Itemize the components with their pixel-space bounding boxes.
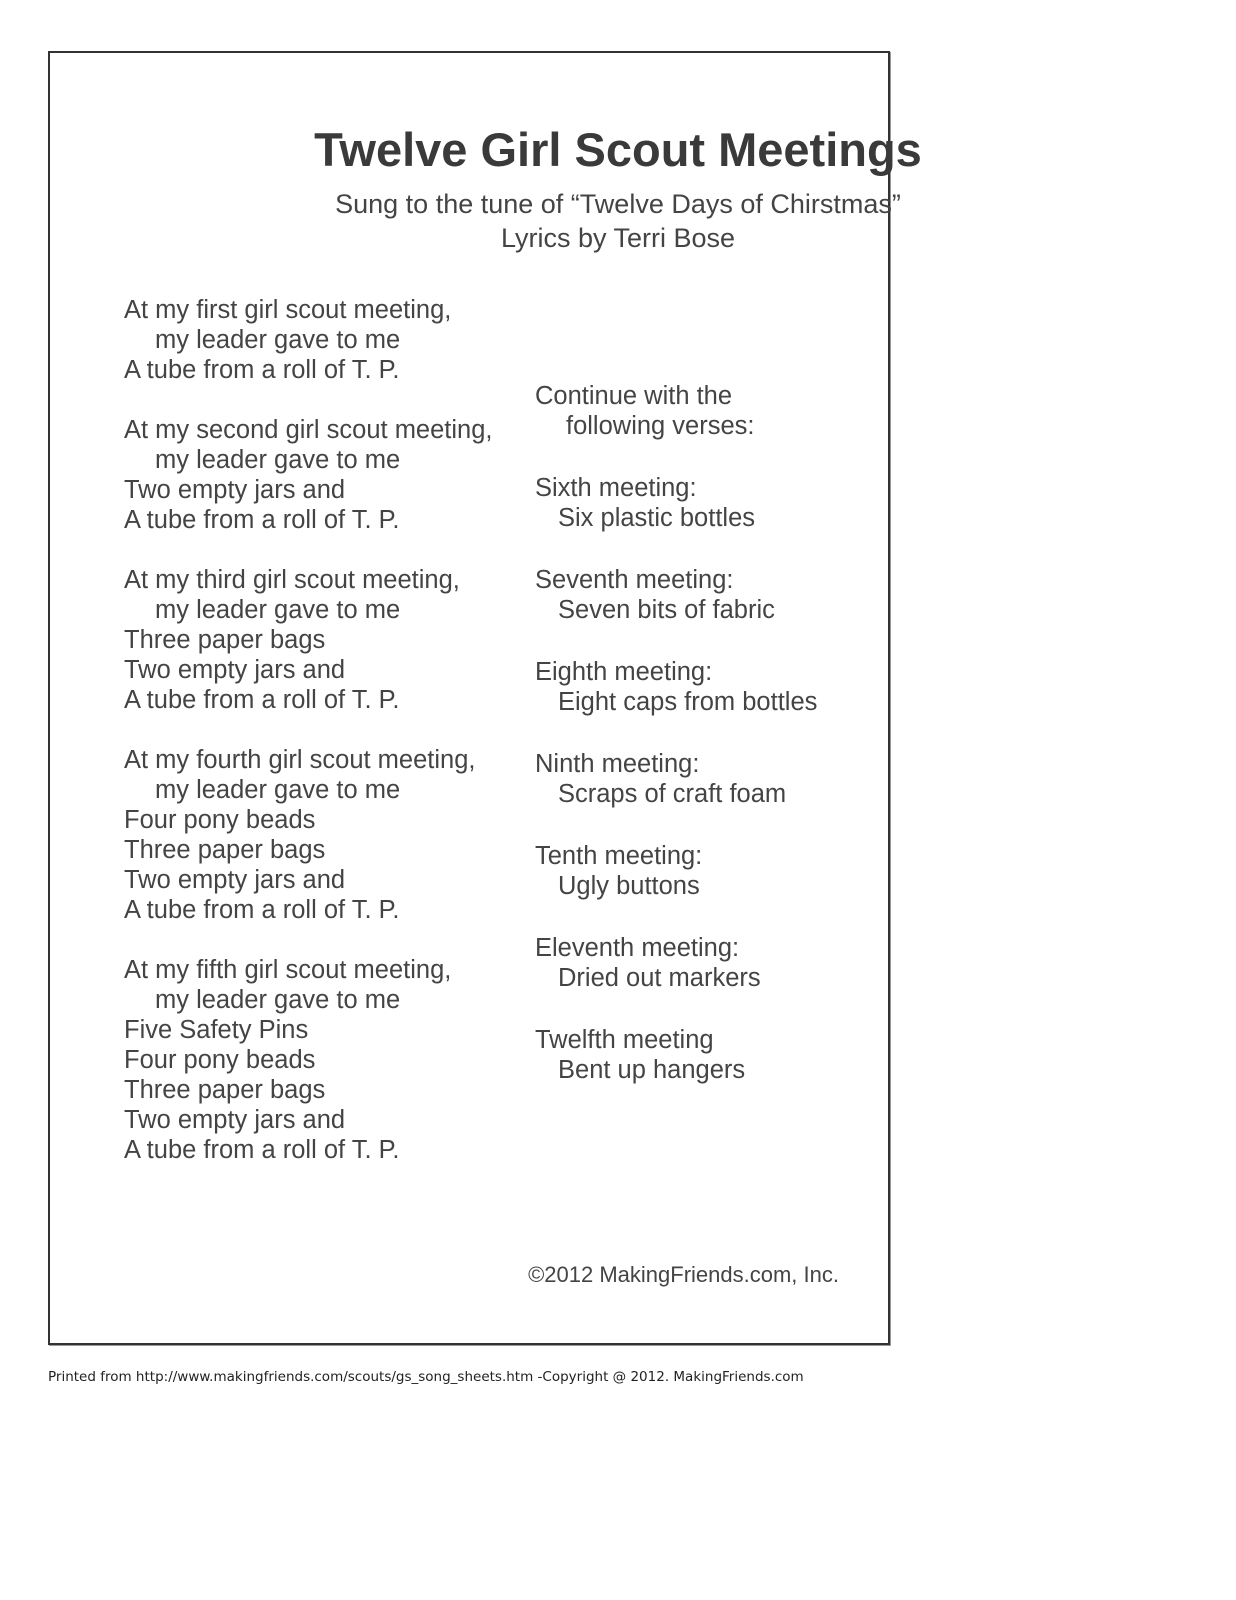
meeting-label: Twelfth meeting (535, 1026, 714, 1054)
later-verse (535, 933, 817, 993)
continue-line: Continue with the (535, 382, 733, 410)
meeting-label: Eleventh meeting: (535, 934, 740, 962)
verse-line: A tube from a roll of T. P. (124, 686, 400, 714)
verse-line: At my first girl scout meeting, (124, 296, 452, 324)
meeting-label: Eighth meeting: (535, 658, 713, 686)
verse-line: A tube from a roll of T. P. (124, 356, 400, 384)
meeting-gift: Eight caps from bottles (558, 688, 818, 716)
verse-line: A tube from a roll of T. P. (124, 506, 400, 534)
meeting-label: Seventh meeting: (535, 566, 734, 594)
meeting-label: Tenth meeting: (535, 842, 703, 870)
later-verse (535, 473, 817, 533)
verse-line: Two empty jars and (124, 1106, 346, 1134)
verse-line: Three paper bags (124, 1076, 326, 1104)
later-verse (535, 1025, 817, 1085)
verse (124, 415, 493, 535)
verse (124, 745, 493, 925)
continue-line: following verses: (566, 412, 755, 440)
verses-column (124, 295, 493, 1195)
verse-line: Five Safety Pins (124, 1016, 309, 1044)
verse (124, 295, 493, 385)
verse-line: At my second girl scout meeting, (124, 416, 493, 444)
later-verse (535, 657, 817, 717)
meeting-label: Sixth meeting: (535, 474, 697, 502)
verse-line: A tube from a roll of T. P. (124, 896, 400, 924)
subtitle: Sung to the tune of “Twelve Days of Chirstmas” (335, 189, 901, 219)
verse (124, 955, 493, 1165)
copyright: ©2012 MakingFriends.com, Inc. (528, 1262, 839, 1287)
later-verses-column (535, 381, 817, 1117)
verse-line: At my third girl scout meeting, (124, 566, 460, 594)
meeting-gift: Ugly buttons (558, 872, 700, 900)
verse-line: At my fourth girl scout meeting, (124, 746, 476, 774)
verse-line: my leader gave to me (155, 446, 401, 474)
meeting-gift: Six plastic bottles (558, 504, 756, 532)
meeting-label: Ninth meeting: (535, 750, 700, 778)
verse-line: Two empty jars and (124, 476, 346, 504)
verse-line: Four pony beads (124, 806, 316, 834)
verse-line: Two empty jars and (124, 656, 346, 684)
later-verse (535, 749, 817, 809)
verse-line: Three paper bags (124, 836, 326, 864)
verse-line: At my fifth girl scout meeting, (124, 956, 452, 984)
later-verse (535, 565, 817, 625)
verse-line: Four pony beads (124, 1046, 316, 1074)
verse-line: Three paper bags (124, 626, 326, 654)
print-footer: Printed from http://www.makingfriends.com/scouts/gs_song_sheets.htm -Copyright @ 2012. MakingFriends.com (48, 1369, 804, 1385)
meeting-gift: Dried out markers (558, 964, 761, 992)
verse-line: my leader gave to me (155, 326, 401, 354)
verse-line: A tube from a roll of T. P. (124, 1136, 400, 1164)
verse-line: Two empty jars and (124, 866, 346, 894)
author: Lyrics by Terri Bose (500, 223, 736, 253)
verse (124, 565, 493, 715)
later-verse (535, 841, 817, 901)
page-title: Twelve Girl Scout Meetings (314, 123, 922, 176)
continue-note (535, 381, 817, 441)
meeting-gift: Scraps of craft foam (558, 780, 787, 808)
verse-line: my leader gave to me (155, 986, 401, 1014)
verse-line: my leader gave to me (155, 596, 401, 624)
meeting-gift: Seven bits of fabric (558, 596, 775, 624)
verse-line: my leader gave to me (155, 776, 401, 804)
meeting-gift: Bent up hangers (558, 1056, 746, 1084)
